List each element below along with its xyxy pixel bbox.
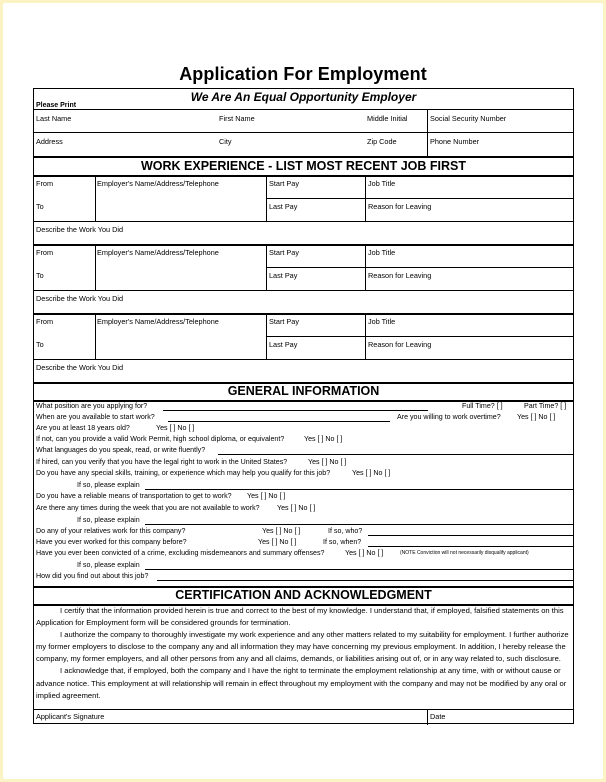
position-answer-line[interactable]: [163, 410, 428, 411]
cert-paragraph-1: I certify that the information provided herein is true and correct to the best of my knowledge. I understand that, if employed, falsified statements on this Application for Employment form will be considered grounds for termination.: [36, 606, 564, 628]
question-relatives: [36, 526, 571, 537]
question-transport: [36, 491, 571, 502]
convicted-label: Have you ever been convicted of a crime, excluding misdemeanors and summary offenses?: [36, 549, 325, 557]
relatives-options[interactable]: Yes [ ] No [ ]: [262, 527, 301, 535]
rule: [34, 359, 573, 360]
date-label: Date: [430, 712, 446, 721]
languages-label: What languages do you speak, read, or write fluently?: [36, 446, 206, 454]
job2-reason-label: Reason for Leaving: [368, 271, 432, 280]
rule: [34, 221, 573, 222]
cert-paragraph-3: I acknowledge that, if employed, both the company and I have the right to terminate the employment relationship at any time, with or without cause or advance notice. This employment at will relationship will remain in effect throughout my employment with the company and may not be modified by any oral or implied agreement.: [36, 666, 567, 700]
convicted-note: (NOTE Conviction will not necessarily disqualify applicant): [400, 550, 529, 556]
job2-to-label: To: [36, 271, 44, 280]
question-available: [36, 412, 571, 423]
legal-label: If hired, can you verify that you have the legal right to work in the United States?: [36, 458, 288, 466]
rule: [34, 109, 573, 110]
find-out-label: How did you find out about this job?: [36, 572, 149, 580]
worked-when-label: If so, when?: [323, 538, 362, 546]
question-languages: [36, 445, 571, 456]
divider: [427, 709, 428, 725]
job3-to-label: To: [36, 340, 44, 349]
question-find-out: [36, 571, 571, 582]
worked-before-label: Have you ever worked for this company before?: [36, 538, 187, 546]
phone-label: Phone Number: [430, 137, 480, 146]
skills-explain-line[interactable]: [145, 489, 573, 490]
job3-from-label: From: [36, 317, 54, 326]
legal-options[interactable]: Yes [ ] No [ ]: [308, 458, 347, 466]
last-name-label: Last Name: [36, 114, 72, 123]
job2-title-label: Job Title: [368, 248, 396, 257]
job1-employer-label: Employer's Name/Address/Telephone: [97, 179, 219, 188]
rule: [266, 267, 573, 268]
question-position: [36, 401, 571, 412]
part-time-checkbox[interactable]: Part Time? [ ]: [524, 402, 567, 410]
job3-title-label: Job Title: [368, 317, 396, 326]
transport-label: Do you have a reliable means of transportation to get to work?: [36, 492, 232, 500]
work-experience-heading: WORK EXPERIENCE - LIST MOST RECENT JOB FIRST: [140, 159, 467, 173]
job1-describe-label: Describe the Work You Did: [36, 225, 124, 234]
convicted-explain-line[interactable]: [145, 569, 573, 570]
overtime-options[interactable]: Yes [ ] No [ ]: [517, 413, 556, 421]
skills-label: Do you have any special skills, training, or experience which may help you qualify for this job?: [36, 469, 331, 477]
job2-from-label: From: [36, 248, 54, 257]
form-title: Application For Employment: [179, 64, 427, 84]
full-time-checkbox[interactable]: Full Time? [ ]: [462, 402, 503, 410]
unavailable-explain-line[interactable]: [145, 524, 573, 525]
job1-reason-label: Reason for Leaving: [368, 202, 432, 211]
job1-last-pay-label: Last Pay: [269, 202, 298, 211]
job3-reason-label: Reason for Leaving: [368, 340, 432, 349]
available-answer-line[interactable]: [168, 421, 390, 422]
please-print-note: Please Print: [36, 102, 77, 109]
permit-label: If not, can you provide a valid Work Permit, high school diploma, or equivalent?: [36, 435, 285, 443]
languages-answer-line[interactable]: [218, 454, 573, 455]
job2-describe-label: Describe the Work You Did: [36, 294, 124, 303]
worked-when-line[interactable]: [368, 546, 573, 547]
unavailable-options[interactable]: Yes [ ] No [ ]: [277, 504, 316, 512]
question-permit: [36, 434, 571, 445]
convicted-explain-label: If so, please explain: [77, 561, 140, 569]
convicted-options[interactable]: Yes [ ] No [ ]: [345, 549, 384, 557]
general-information-heading: GENERAL INFORMATION: [227, 384, 380, 398]
question-convicted: [36, 548, 571, 559]
unavailable-explain-label: If so, please explain: [77, 516, 140, 524]
application-form: [33, 88, 574, 724]
middle-initial-label: Middle Initial: [367, 114, 408, 123]
rule: [34, 313, 573, 315]
rule: [34, 290, 573, 291]
ssn-label: Social Security Number: [430, 114, 507, 123]
rule: [34, 709, 573, 710]
job3-employer-label: Employer's Name/Address/Telephone: [97, 317, 219, 326]
signature-label: Applicant's Signature: [36, 712, 105, 721]
rule: [34, 175, 573, 177]
relatives-label: Do any of your relatives work for this company?: [36, 527, 186, 535]
skills-explain-label: If so, please explain: [77, 481, 140, 489]
divider: [95, 313, 96, 359]
job1-from-label: From: [36, 179, 54, 188]
question-worked-before: [36, 537, 571, 548]
question-convicted-explain: [36, 560, 571, 571]
job2-last-pay-label: Last Pay: [269, 271, 298, 280]
job3-last-pay-label: Last Pay: [269, 340, 298, 349]
zip-label: Zip Code: [367, 137, 397, 146]
question-unavailable: [36, 503, 571, 514]
job1-title-label: Job Title: [368, 179, 396, 188]
question-legal: [36, 457, 571, 468]
divider: [427, 132, 428, 156]
job2-start-pay-label: Start Pay: [269, 248, 300, 257]
city-label: City: [219, 137, 232, 146]
rule: [34, 244, 573, 246]
age-label: Are you at least 18 years old?: [36, 424, 130, 432]
overtime-label: Are you willing to work overtime?: [397, 413, 501, 421]
first-name-label: First Name: [219, 114, 255, 123]
skills-options[interactable]: Yes [ ] No [ ]: [352, 469, 391, 477]
divider: [95, 175, 96, 221]
divider: [95, 244, 96, 290]
find-out-line[interactable]: [157, 580, 573, 581]
question-unavailable-explain: [36, 515, 571, 526]
address-label: Address: [36, 137, 63, 146]
question-age: [36, 423, 571, 434]
available-label: When are you available to start work?: [36, 413, 155, 421]
age-options[interactable]: Yes [ ] No [ ]: [156, 424, 195, 432]
divider: [427, 109, 428, 132]
worked-before-options[interactable]: Yes [ ] No [ ]: [258, 538, 297, 546]
position-label: What position are you applying for?: [36, 402, 148, 410]
transport-options[interactable]: Yes [ ] No [ ]: [247, 492, 286, 500]
question-skills: [36, 468, 571, 479]
rule: [34, 132, 573, 133]
unavailable-label: Are there any times during the week that you are not available to work?: [36, 504, 260, 512]
relatives-who-line[interactable]: [368, 535, 573, 536]
question-skills-explain: [36, 480, 571, 491]
form-subtitle: We Are An Equal Opportunity Employer: [190, 90, 417, 104]
cert-paragraph-2: I authorize the company to thoroughly investigate my work experience and any other matters related to my suitability for employment. I further authorize my former employers to disclose to the company any and all information they may have concerning my previous employment. In addition, I hereby release the company, my former employers, and all other persons from any and all claims, demands, or liabilities arising out of, or in any way related to, such disclosure.: [36, 630, 569, 664]
job3-describe-label: Describe the Work You Did: [36, 363, 124, 372]
certification-heading: CERTIFICATION AND ACKNOWLEDGMENT: [175, 588, 432, 602]
job1-start-pay-label: Start Pay: [269, 179, 300, 188]
job3-start-pay-label: Start Pay: [269, 317, 300, 326]
certification-text: [36, 605, 571, 702]
rule: [266, 198, 573, 199]
relatives-who-label: If so, who?: [328, 527, 363, 535]
permit-options[interactable]: Yes [ ] No [ ]: [304, 435, 343, 443]
job1-to-label: To: [36, 202, 44, 211]
rule: [266, 336, 573, 337]
job2-employer-label: Employer's Name/Address/Telephone: [97, 248, 219, 257]
